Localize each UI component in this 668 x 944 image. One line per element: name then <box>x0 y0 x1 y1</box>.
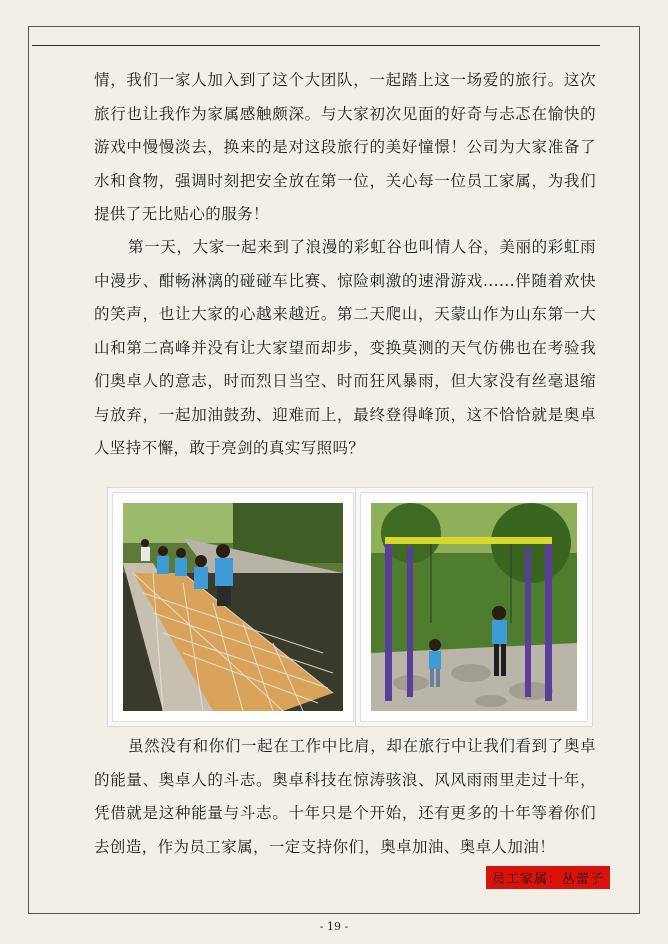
article-paragraph-3: 虽然没有和你们一起在工作中比肩，却在旅行中让我们看到了奥卓的能量、奥卓人的斗志。奥卓科技在惊涛骇浪、风风雨雨里走过十年，凭借就是这种能量与斗志。十年只是个开始，还有更多的十年等着你们去创造，作为员工家属，一定支持你们，奥卓加油、奥卓人加油！ <box>94 737 596 856</box>
rope-bridge-photo <box>112 492 354 722</box>
header-rule <box>32 45 600 46</box>
page-number: - 19 - <box>319 920 349 933</box>
article-paragraph-2: 第一天，大家一起来到了浪漫的彩虹谷也叫情人谷，美丽的彩虹雨中漫步、酣畅淋漓的碰碰车比赛、惊险刺激的速滑游戏......伴随着欢快的笑声，也让大家的心越来越近。第二天爬山，天蒙山作为山东第一大山和第二高峰并没有让大家望而却步，变换莫测的天气仿佛也在考验我们奥卓人的意志，时而烈日当空、时而狂风暴雨，但大家没有丝毫退缩与放弃，一起加油鼓劲、迎难而上，最终登得峰顶，这不恰恰就是奥卓人坚持不懈，敢于亮剑的真实写照吗？ <box>94 238 596 457</box>
article-paragraph-1: 情，我们一家人加入到了这个大团队，一起踏上这一场爱的旅行。这次旅行也让我作为家属感触颇深。与大家初次见面的好奇与忐忑在愉快的游戏中慢慢淡去，换来的是对这段旅行的美好憧憬！公司为大家准备了水和食物，强调时刻把安全放在第一位，关心每一位员工家属，为我们提供了无比贴心的服务！ <box>94 71 596 223</box>
author-signature: 员工家属：丛蕾子 <box>486 866 610 889</box>
swing-playground-photo <box>360 492 588 722</box>
